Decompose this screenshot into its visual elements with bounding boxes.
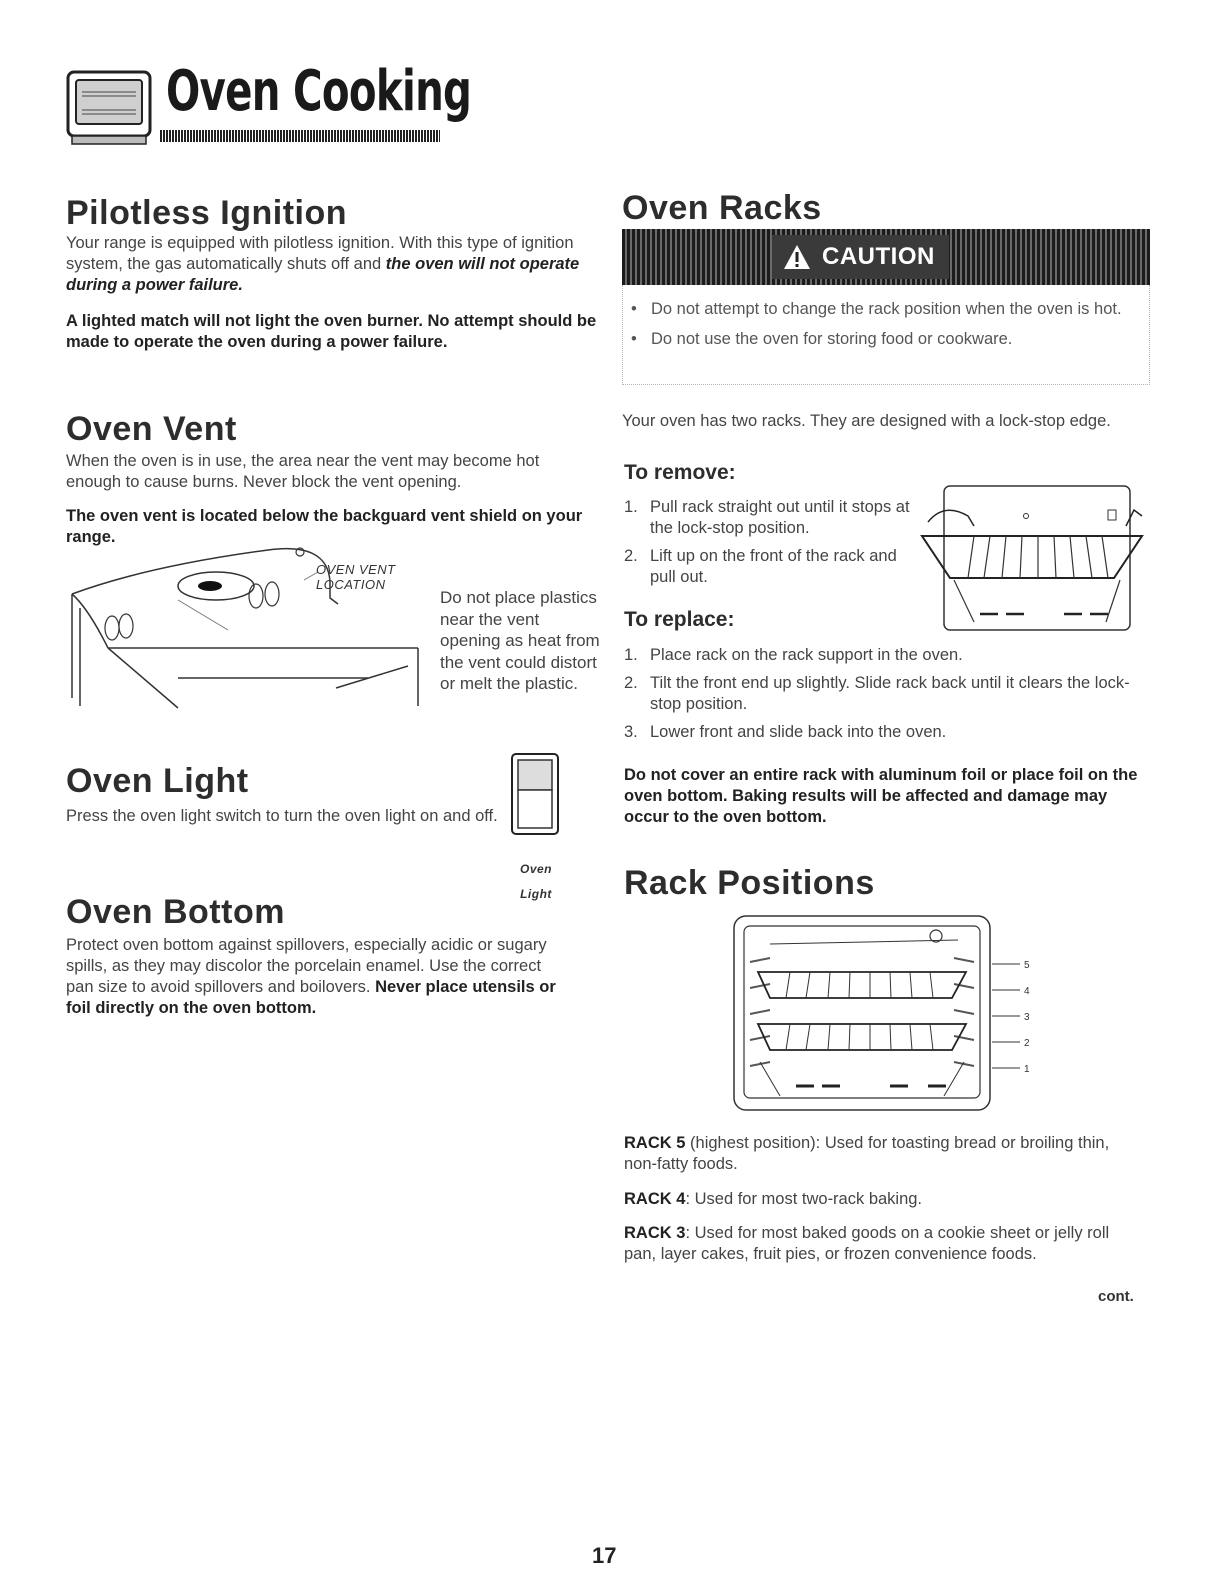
vent-body: When the oven is in use, the area near the vent may become hot enough to cause burns. Never block the vent opening. — [66, 452, 540, 491]
replace-steps — [624, 645, 1144, 750]
pilotless-body: Your range is equipped with pilotless ignition. With this type of ignition system, the gas automatically shuts off and the oven will not operate during a power failure. — [66, 234, 580, 294]
bottom-heading: Oven Bottom — [66, 893, 285, 931]
rack-4-description: RACK 4: Used for most two-rack baking. — [624, 1190, 923, 1208]
light-heading: Oven Light — [66, 762, 249, 800]
bottom-body: Protect oven bottom against spillovers, especially acidic or sugary spills, as they may discolor the porcelain enamel. Use the correct pan size to avoid spillovers and boilovers. Never place utensils or foil directly on the oven bottom. — [66, 936, 556, 1017]
remove-heading: To remove: — [624, 461, 736, 484]
rack-positions-illustration — [730, 912, 1050, 1119]
rack-number: 2 — [1024, 1038, 1030, 1049]
continued-label: cont. — [1098, 1288, 1134, 1305]
pilotless-heading: Pilotless Ignition — [66, 194, 348, 232]
caution-box — [622, 285, 1150, 385]
caution-label: CAUTION — [822, 243, 935, 270]
racks-heading: Oven Racks — [622, 189, 822, 227]
page-title: Oven Cooking — [166, 59, 472, 124]
title-underline — [160, 130, 440, 142]
vent-warning: The oven vent is located below the backguard vent shield on your range. — [66, 507, 583, 546]
replace-heading: To replace: — [624, 608, 735, 631]
rack-number: 3 — [1024, 1012, 1030, 1023]
vent-figure-label: OVEN VENT LOCATION — [316, 562, 396, 592]
warning-triangle-icon — [782, 243, 812, 271]
rack-removal-illustration — [914, 482, 1150, 639]
page-number: 17 — [592, 1543, 617, 1568]
rack-number: 4 — [1024, 986, 1030, 997]
positions-heading: Rack Positions — [624, 864, 875, 902]
light-switch-icon — [510, 752, 560, 841]
replace-step: 2. Tilt the front end up slightly. Slide rack back until it clears the lock-stop position. — [624, 674, 1130, 713]
pilotless-warning: A lighted match will not light the oven burner. No attempt should be made to operate the oven during a power failure. — [66, 312, 597, 351]
replace-step: 1. Place rack on the rack support in the oven. — [624, 646, 963, 664]
vent-heading: Oven Vent — [66, 410, 237, 448]
light-figure-label: Oven Light — [520, 862, 553, 901]
caution-item: • Do not use the oven for storing food or cookware. — [623, 329, 1143, 350]
replace-step: 3. Lower front and slide back into the oven. — [624, 723, 947, 741]
remove-step: 1. Pull rack straight out until it stops at the lock-stop position. — [624, 498, 910, 537]
caution-item: • Do not attempt to change the rack position when the oven is hot. — [623, 299, 1143, 320]
rack-number: 1 — [1024, 1064, 1030, 1075]
remove-steps — [624, 497, 924, 595]
vent-side-note: Do not place plastics near the vent opening as heat from the vent could distort or melt the plastic. — [440, 588, 600, 693]
rack-3-description: RACK 3: Used for most baked goods on a cookie sheet or jelly roll pan, layer cakes, fruit pies, or frozen convenience foods. — [624, 1224, 1110, 1263]
remove-step: 2. Lift up on the front of the rack and pull out. — [624, 547, 897, 586]
racks-intro: Your oven has two racks. They are designed with a lock-stop edge. — [622, 412, 1111, 430]
oven-icon — [66, 70, 152, 148]
light-body: Press the oven light switch to turn the oven light on and off. — [66, 807, 498, 825]
rack-number: 5 — [1024, 960, 1030, 971]
rack-5-description: RACK 5 (highest position): Used for toasting bread or broiling thin, non-fatty foods. — [624, 1134, 1110, 1173]
racks-warning: Do not cover an entire rack with aluminum foil or place foil on the oven bottom. Baking results will be affected and damage may occur to the oven bottom. — [624, 766, 1138, 826]
caution-banner — [622, 229, 1150, 285]
